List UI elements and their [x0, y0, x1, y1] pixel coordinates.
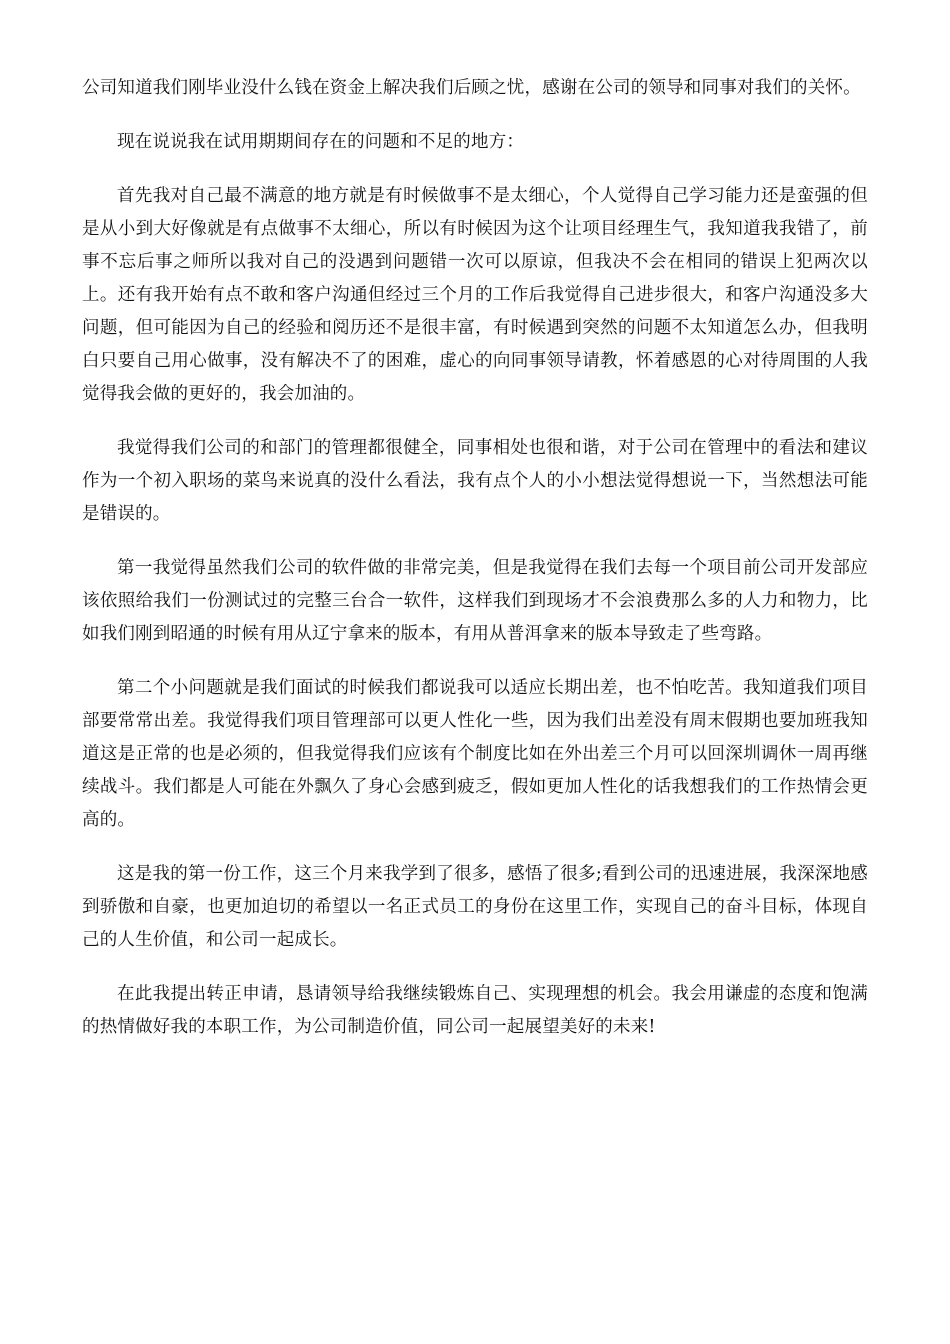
paragraph-suggestion-two: 第二个小问题就是我们面试的时候我们都说我可以适应长期出差，也不怕吃苦。我知道我们项目部要常常出差。我觉得我们项目管理部可以更人性化一些，因为我们出差没有周末假期也要加班我知道这是正常的也是必须的，但我觉得我们应该有个制度比如在外出差三个月可以回深圳调休一周再继续战斗。我们都是人可能在外飘久了身心会感到疲乏，假如更加人性化的话我想我们的工作热情会更高的。 — [82, 678, 868, 830]
paragraph-problems-intro: 现在说说我在试用期期间存在的问题和不足的地方： — [117, 132, 525, 152]
paragraph-continuation: 公司知道我们刚毕业没什么钱在资金上解决我们后顾之忧，感谢在公司的领导和同事对我们的关怀。 — [82, 78, 861, 98]
paragraph-management-opinion: 我觉得我们公司的和部门的管理都很健全，同事相处也很和谐，对于公司在管理中的看法和建议作为一个初入职场的菜鸟来说真的没什么看法，我有点个人的小小想法觉得想说一下，当然想法可能是错误的。 — [82, 438, 868, 524]
document-body — [82, 72, 868, 1065]
paragraph-suggestion-one: 第一我觉得虽然我们公司的软件做的非常完美，但是我觉得在我们去每一个项目前公司开发部应该依照给我们一份测试过的完整三台合一软件，这样我们到现场才不会浪费那么多的人力和物力，比如我们刚到昭通的时候有用从辽宁拿来的版本，有用从普洱拿来的版本导致走了些弯路。 — [82, 558, 868, 644]
paragraph-reflection: 这是我的第一份工作，这三个月来我学到了很多，感悟了很多;看到公司的迅速进展，我深深地感到骄傲和自豪，也更加迫切的希望以一名正式员工的身份在这里工作，实现自己的奋斗目标，体现自己的人生价值，和公司一起成长。 — [82, 864, 868, 950]
paragraph-application: 在此我提出转正申请，恳请领导给我继续锻炼自己、实现理想的机会。我会用谦虚的态度和饱满的热情做好我的本职工作，为公司制造价值，同公司一起展望美好的未来! — [82, 984, 868, 1037]
paragraph-self-assessment: 首先我对自己最不满意的地方就是有时候做事不是太细心，个人觉得自己学习能力还是蛮强的但是从小到大好像就是有点做事不太细心，所以有时候因为这个让项目经理生气，我知道我我错了，前事不忘后事之师所以我对自己的没遇到问题错一次可以原谅，但我决不会在相同的错误上犯两次以上。还有我开始有点不敢和客户沟通但经过三个月的工作后我觉得自己进步很大，和客户沟通没多大问题，但可能因为自己的经验和阅历还不是很丰富，有时候遇到突然的问题不太知道怎么办，但我明白只要自己用心做事，没有解决不了的困难，虚心的向同事领导请教，怀着感恩的心对待周围的人我觉得我会做的更好的，我会加油的。 — [82, 186, 868, 404]
